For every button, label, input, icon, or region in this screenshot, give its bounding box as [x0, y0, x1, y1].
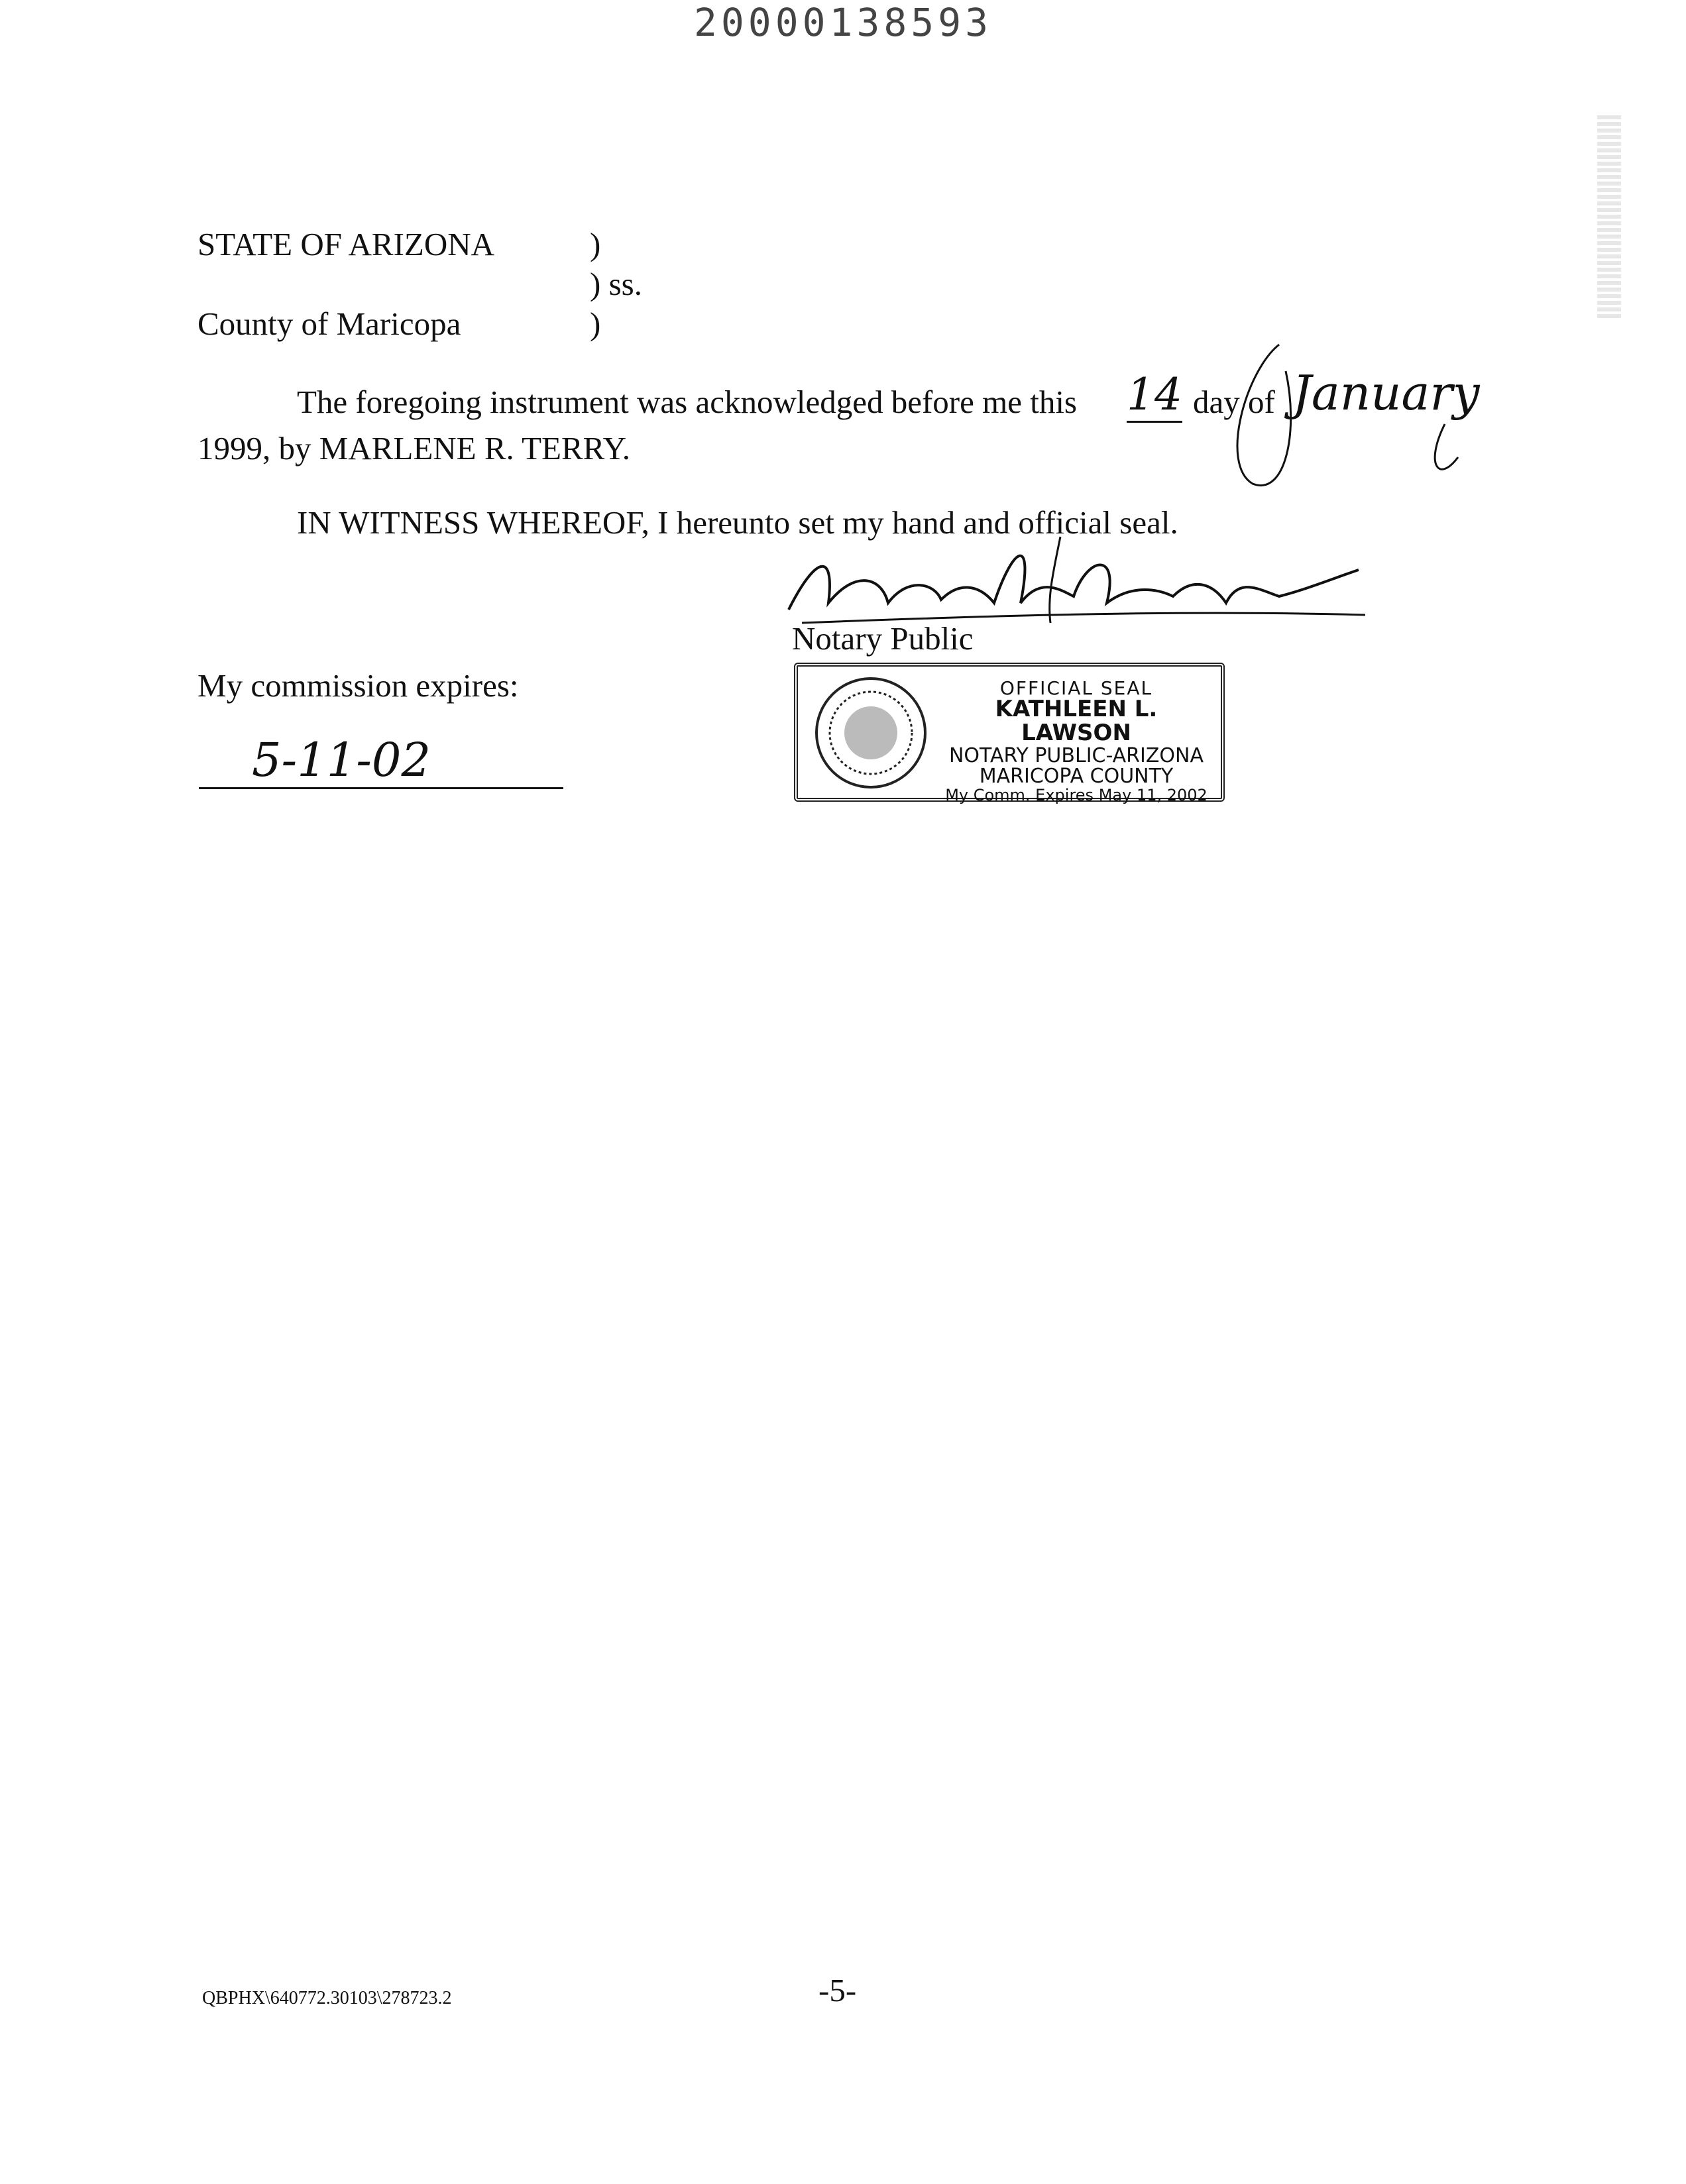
notary-public-label: Notary Public [792, 620, 974, 657]
margin-stamp [1597, 113, 1621, 318]
venue-state: STATE OF ARIZONA [197, 226, 494, 262]
ack-month-handwritten: January [1292, 365, 1480, 421]
official-seal-stamp [794, 663, 1225, 802]
commission-expires-label: My commission expires: [197, 667, 519, 704]
venue-county: County of Maricopa [197, 305, 461, 342]
seal-line-title: NOTARY PUBLIC-ARIZONA [948, 743, 1204, 767]
recording-number: 20000138593 [693, 0, 993, 45]
page-number: -5- [818, 1972, 857, 2008]
commission-date-handwritten: 5-11-02 [252, 733, 431, 787]
witness-clause: IN WITNESS WHEREOF, I hereunto set my hand and official seal. [297, 504, 1178, 541]
handwritten-flourish [1206, 331, 1485, 504]
venue-paren-3: ) [590, 305, 601, 342]
ack-day-of: day of [1193, 384, 1275, 420]
ack-line2: 1999, by MARLENE R. TERRY. [197, 430, 630, 466]
venue-paren-1: ) [590, 226, 601, 262]
venue-ss: ) ss. [590, 266, 642, 302]
seal-line-expires: My Comm. Expires May 11, 2002 [945, 785, 1208, 804]
seal-line-name: KATHLEEN L. LAWSON [995, 696, 1158, 747]
ack-day-handwritten: 14 [1127, 368, 1182, 423]
ack-line1-prefix: The foregoing instrument was acknowledged before me this [297, 384, 1078, 420]
commission-date-underline [199, 787, 563, 789]
seal-line-county: MARICOPA COUNTY [979, 765, 1174, 789]
footer-reference: QBPHX\640772.30103\278723.2 [202, 1988, 452, 2008]
seal-line-official: OFFICIAL SEAL [999, 677, 1153, 699]
arizona-seal-emblem [811, 673, 930, 792]
